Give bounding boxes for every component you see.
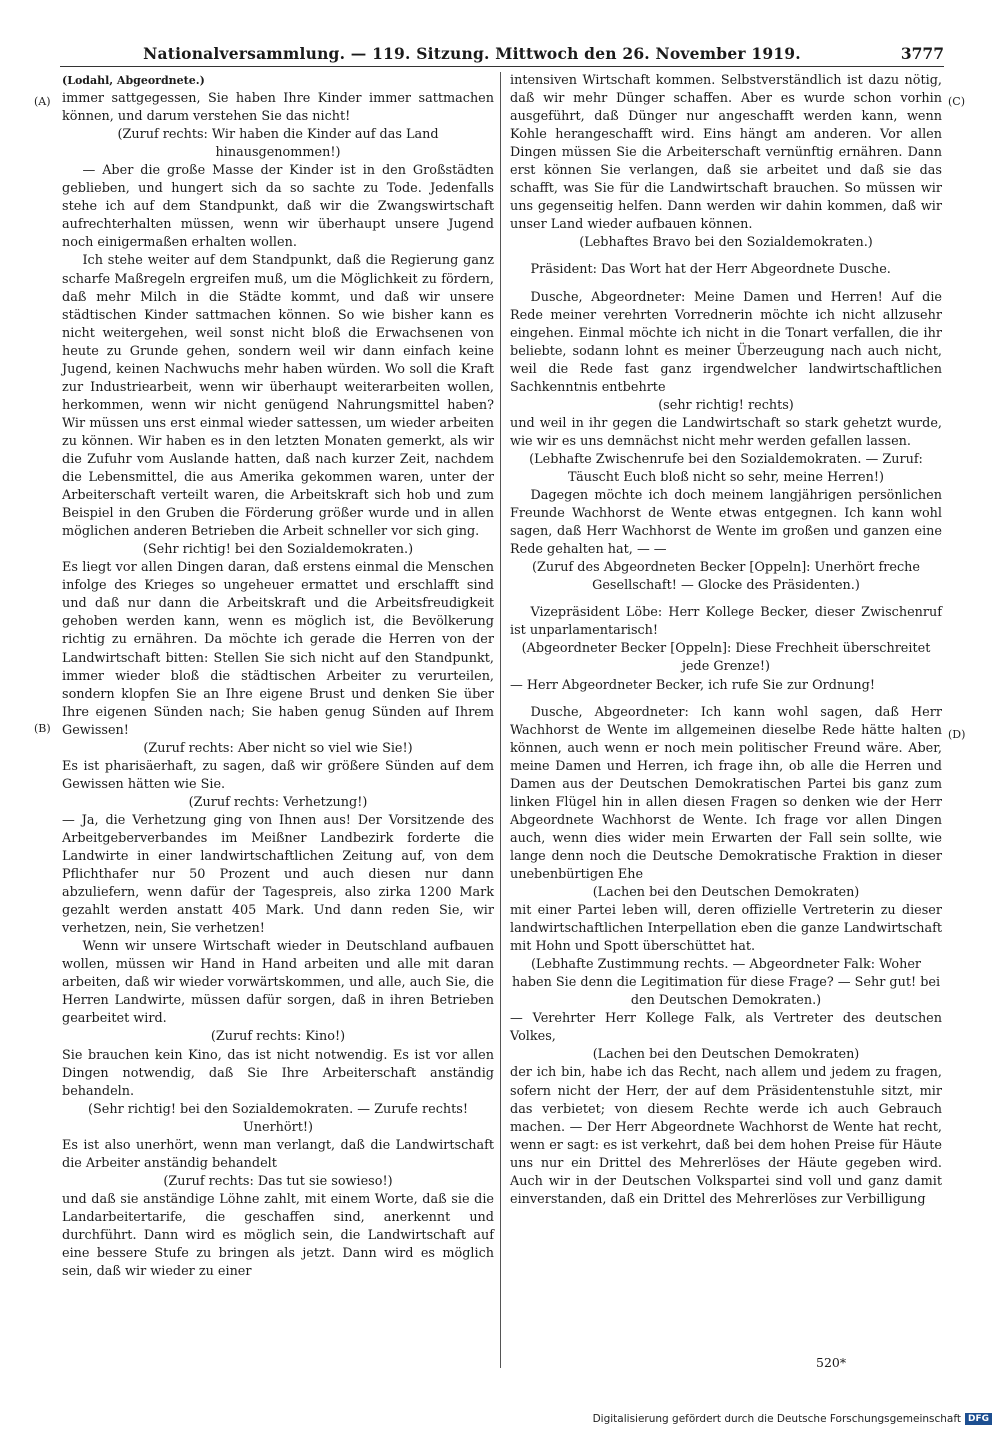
speaker-paragraph: Dusche, Abgeordneter: Meine Damen und Herren! Auf die Rede meiner verehrten Vorrednerin möchte ich nicht allzusehr eingehen. Einmal möchte ich nicht in die Tonart verfallen, die ihr beliebte, sodann lohnt es meiner Überzeugung nach auch nicht, weil die Rede fast ganz irgendwelcher landwirtschaftlichen Sachkenntnis entbehrte — [510, 289, 942, 395]
paragraph: und weil in ihr gegen die Landwirtschaft so stark gehetzt wurde, wie wir es uns demnächst nicht mehr werden gefallen lassen. — [510, 415, 942, 449]
paragraph: der ich bin, habe ich das Recht, nach allem und jedem zu fragen, sofern nicht der Herr, der auf dem Präsidentenstuhle sitzt, mir das verbietet; von diesem Rechte werde ich auch Gebrauch machen. — Der Herr Abgeordnete Wachhorst de Wente hat recht, wenn er sagt: es ist verkehrt, daß bei dem hohen Preise für Häute uns nur ein Drittel des Mehrerlöses der Häute gegeben wird. Auch wir in der Deutschen Volkspartei sind voll und ganz damit einverstanden, daß ein Drittel des Mehrerlöses zur Verbilligung — [510, 1065, 942, 1207]
header-title: Nationalversammlung. — 119. Sitzung. Mittwoch den 26. November 1919. — [143, 44, 801, 63]
speaker-attribution: (Lodahl, Abgeordnete.) — [62, 74, 205, 87]
dfg-logo-icon: DFG — [965, 1413, 992, 1425]
right-column — [510, 72, 942, 1209]
paragraph: Sie brauchen kein Kino, das ist nicht notwendig. Es ist vor allen Dingen notwendig, daß Sie Ihre Arbeiterschaft anständig behandeln. — [62, 1047, 494, 1099]
footer-text: Digitalisierung gefördert durch die Deutsche Forschungsgemeinschaft — [592, 1413, 961, 1425]
paragraph: und daß sie anständige Löhne zahlt, mit einem Worte, daß sie die Landarbeitertarife, die geschaffen sind, anerkennt und durchführt. Dann wird es möglich sein, die Landwirtschaft auf eine bessere Stufe zu bringen als jetzt. Dann wird es möglich sein, daß wir wieder zu einer — [62, 1191, 494, 1280]
paragraph: Wenn wir unsere Wirtschaft wieder in Deutschland aufbauen wollen, müssen wir Hand in Hand arbeiten und alle mit daran arbeiten, daß wir wieder vorwärtskommen, und alle, auch Sie, die Herren Landwirte, müssen dafür sorgen, daß in ihren Betrieben gearbeitet wird. — [62, 939, 494, 1027]
interjection: (Lebhaftes Bravo bei den Sozialdemokraten.) — [579, 235, 873, 251]
speaker-paragraph: Präsident: Das Wort hat der Herr Abgeordnete Dusche. — [530, 262, 891, 278]
interjection: (sehr richtig! rechts) — [658, 397, 794, 413]
interjection: (Lebhafte Zustimmung rechts. — Abgeordneter Falk: Woher haben Sie denn die Legitimation für diese Frage? — Sehr gut! bei den Deutschen Demokraten.) — [511, 957, 941, 1009]
column-divider — [500, 72, 501, 1368]
interjection: (Sehr richtig! bei den Sozialdemokraten. — Zurufe rechts! Unerhört!) — [88, 1101, 468, 1135]
speaker-paragraph: Vizepräsident Löbe: Herr Kollege Becker, dieser Zwischenruf ist unparlamentarisch! — [510, 605, 942, 639]
interjection: (Zuruf rechts: Das tut sie sowieso!) — [163, 1173, 393, 1189]
sheet-number: 520* — [816, 1355, 847, 1370]
speaker-paragraph: Dusche, Abgeordneter: Ich kann wohl sagen, daß Herr Wachhorst de Wente im allgemeinen dieselbe Rede hätte halten können, auch wenn er noch mein politischer Freund wäre. Aber, meine Damen und Herren, ich frage ihn, ob alle die Herren und Damen aus der Deutschen Demokratischen Partei bis ganz zum linken Flügel hin in allen diesen Fragen so denken wie der Herr Abgeordnete Wachhorst de Wente. Ich frage vor allen Dingen auch, wenn dies wider mein Erwarten der Fall sein sollte, wie lange denn noch die Deutsche Demokratische Fraktion in dieser unebenbürtigen Ehe — [510, 704, 942, 882]
interjection: (Zuruf rechts: Verhetzung!) — [188, 794, 368, 810]
paragraph: immer sattgegessen, Sie haben Ihre Kinder immer sattmachen können, und darum verstehen Sie das nicht! — [62, 91, 494, 125]
paragraph: intensiven Wirtschaft kommen. Selbstverständlich ist dazu nötig, daß wir mehr Dünger schaffen. Aber es wurde schon vorhin ausgeführt, daß Dünger nur angeschafft werden kann, wenn Kohle herangeschafft wird. Eins hängt am anderen. Vor allen Dingen müssen Sie die Arbeiterschaft vernünftig ernähren. Dann erst können Sie verlangen, daß sie arbeitet und daß sie das schafft, was Sie für die Landwirtschaft brauchen. So müssen wir uns gegenseitig helfen. Dann werden wir dahin kommen, daß wir unser Land wieder aufbauen können. — [510, 73, 942, 233]
paragraph: — Aber die große Masse der Kinder ist in den Großstädten geblieben, und hungert sich da so sachte zu Tode. Jedenfalls stehe ich auf dem Standpunkt, daß wir die Zwangswirtschaft aufrechterhalten müssen, wenn wir überhaupt unsere Jugend noch einigermaßen erhalten wollen. — [62, 163, 494, 251]
left-column — [62, 72, 494, 1281]
interjection: (Zuruf rechts: Kino!) — [210, 1029, 346, 1045]
interjection: (Lachen bei den Deutschen Demokraten) — [592, 1047, 860, 1063]
paragraph: mit einer Partei leben will, deren offizielle Vertreterin zu dieser landwirtschaftlichen Interpellation eben die ganze Landwirtschaft mit Hohn und Spott überschüttet hat. — [510, 903, 942, 955]
interjection: (Zuruf rechts: Aber nicht so viel wie Sie!) — [143, 740, 413, 756]
footer-credit — [593, 1413, 992, 1425]
interjection: (Sehr richtig! bei den Sozialdemokraten.) — [142, 542, 414, 558]
paragraph: Es liegt vor allen Dingen daran, daß erstens einmal die Menschen infolge des Krieges so ungeheuer ermattet und erschlafft sind und daß nur dann die Arbeitskraft und die Arbeitsfreudigkeit gehoben werden kann, wenn es möglich ist, die Bevölkerung richtig zu ernähren. Da möchte ich gerade die Herren von der Landwirtschaft bitten: Stellen Sie sich nicht auf den Standpunkt, immer wieder bloß die städtischen Arbeiter zu verurteilen, sondern klopfen Sie an Ihre eigene Brust und denken Sie über Ihre eigenen Sünden nach; Sie haben genug Sünden auf Ihrem Gewissen! — [62, 560, 494, 738]
paragraph: Dagegen möchte ich doch meinem langjährigen persönlichen Freunde Wachhorst de Wente etwas entgegnen. Ich kann wohl sagen, daß Herr Wachhorst de Wente im großen und ganzen eine Rede gehalten hat, — — — [510, 488, 942, 558]
margin-marker-a: (A) — [34, 95, 51, 108]
interjection: (Lachen bei den Deutschen Demokraten) — [592, 885, 860, 901]
interjection: (Abgeordneter Becker [Oppeln]: Diese Frechheit überschreitet jede Grenze!) — [521, 641, 931, 675]
paragraph: — Verehrter Herr Kollege Falk, als Vertreter des deutschen Volkes, — [510, 1011, 942, 1045]
interjection: (Lebhafte Zwischenrufe bei den Sozialdemokraten. — Zuruf: Täuscht Euch bloß nicht so sehr, meine Herren!) — [529, 451, 923, 485]
page-header — [60, 44, 944, 67]
page-number: 3777 — [900, 44, 944, 63]
paragraph: Ich stehe weiter auf dem Standpunkt, daß die Regierung ganz scharfe Maßregeln ergreifen muß, um die Möglichkeit zu fördern, daß mehr Milch in die Städte kommt, und daß wir unsere städtischen Kinder sattmachen können. So wie bisher kann es nicht weitergehen, weil sonst nicht bloß die Erwachsenen von heute zu Grunde gehen, sondern weil wir dann einfach keine Jugend, keinen Nachwuchs mehr haben würden. Wo soll die Kraft zur Industriearbeit, wenn wir überhaupt weiterarbeiten wollen, herkommen, wenn wir nicht genügend Nahrungsmittel haben? Wir müssen uns erst einmal wieder sattessen, um wieder arbeiten zu können. Wir haben es in den letzten Monaten gemerkt, als wir die Zufuhr vom Auslande hatten, daß nach kurzer Zeit, nachdem die Lebensmittel, die aus Amerika gekommen waren, unter der Arbeiterschaft verteilt waren, die Arbeitskraft sich hob und zum Beispiel in den Gruben die Förderung größer wurde und in allen möglichen anderen Betrieben die Arbeit schneller vor sich ging. — [62, 253, 494, 540]
margin-marker-d: (D) — [948, 728, 966, 741]
margin-marker-c: (C) — [948, 95, 965, 108]
interjection: (Zuruf rechts: Wir haben die Kinder auf das Land hinausgenommen!) — [117, 127, 439, 161]
paragraph: Es ist also unerhört, wenn man verlangt, daß die Landwirtschaft die Arbeiter anständig behandelt — [62, 1137, 494, 1171]
paragraph: Es ist pharisäerhaft, zu sagen, daß wir größere Sünden auf dem Gewissen hätten wie Sie. — [62, 758, 494, 792]
paragraph: — Ja, die Verhetzung ging von Ihnen aus! Der Vorsitzende des Arbeitgeberverbandes im Meißner Landbezirk forderte die Landwirte in einer landwirtschaftlichen Zeitung auf, von dem Pflichthafer nur 50 Prozent und auch diesen nur dann abzuliefern, wenn dafür der Tagespreis, also zirka 1200 Mark gezahlt werden anstatt 405 Mark. Und dann reden Sie, wir verhetzen, nein, Sie verhetzen! — [62, 812, 494, 937]
paragraph: — Herr Abgeordneter Becker, ich rufe Sie zur Ordnung! — [510, 677, 875, 693]
margin-marker-b: (B) — [34, 722, 51, 735]
interjection: (Zuruf des Abgeordneten Becker [Oppeln]: Unerhört freche Gesellschaft! — Glocke des Präsidenten.) — [532, 560, 920, 594]
